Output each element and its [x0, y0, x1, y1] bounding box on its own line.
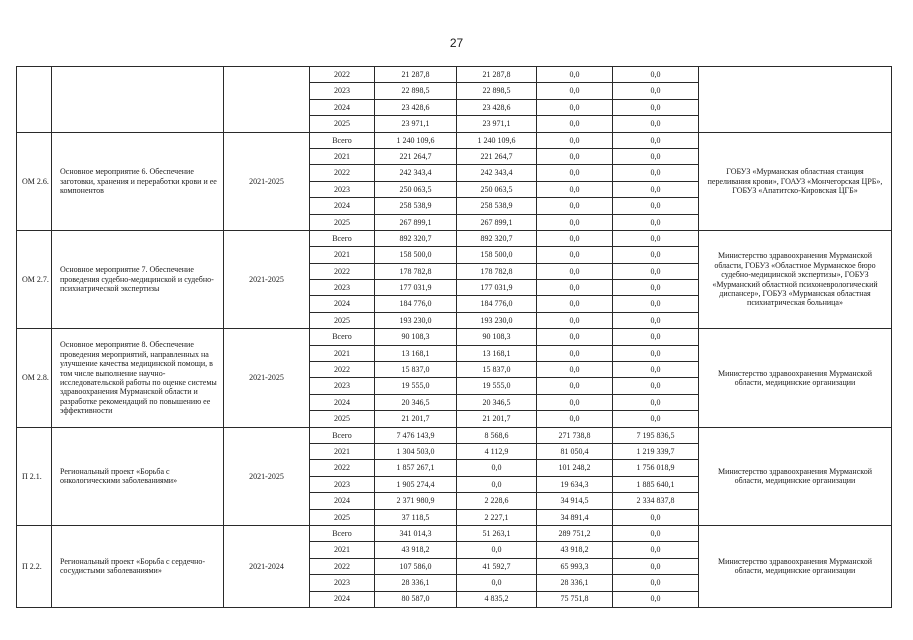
activity-period-cell: 2021-2025 [224, 329, 310, 427]
column-2-amount-cell: 19 634,3 [537, 476, 613, 492]
column-3-amount-cell: 0,0 [613, 148, 699, 164]
total-amount-cell: 80 587,0 [375, 591, 457, 607]
total-amount-cell: 15 837,0 [375, 362, 457, 378]
year-cell: 2023 [310, 575, 375, 591]
table-row [17, 132, 892, 148]
column-1-amount-cell: 892 320,7 [457, 230, 537, 246]
column-1-amount-cell: 41 592,7 [457, 558, 537, 574]
column-1-amount-cell: 21 201,7 [457, 411, 537, 427]
year-cell: 2023 [310, 181, 375, 197]
activity-name-cell: Основное мероприятие 6. Обеспечение заготовки, хранения и переработки крови и ее компонентов [52, 132, 224, 230]
column-1-amount-cell: 267 899,1 [457, 214, 537, 230]
total-amount-cell: 2 371 980,9 [375, 493, 457, 509]
executors-cell: Министерство здравоохранения Мурманской области, медицинские организации [699, 525, 892, 607]
column-3-amount-cell: 2 334 837,8 [613, 493, 699, 509]
column-1-amount-cell: 242 343,4 [457, 165, 537, 181]
column-3-amount-cell: 0,0 [613, 394, 699, 410]
year-cell: Всего [310, 525, 375, 541]
total-amount-cell: 184 776,0 [375, 296, 457, 312]
column-3-amount-cell: 0,0 [613, 230, 699, 246]
column-3-amount-cell: 0,0 [613, 67, 699, 83]
total-amount-cell: 23 971,1 [375, 116, 457, 132]
total-amount-cell: 193 230,0 [375, 312, 457, 328]
column-2-amount-cell: 0,0 [537, 247, 613, 263]
year-cell: 2023 [310, 378, 375, 394]
column-2-amount-cell: 0,0 [537, 378, 613, 394]
year-cell: 2024 [310, 394, 375, 410]
total-amount-cell: 178 782,8 [375, 263, 457, 279]
column-1-amount-cell: 221 264,7 [457, 148, 537, 164]
year-cell: 2024 [310, 198, 375, 214]
year-cell: 2025 [310, 509, 375, 525]
year-cell: 2024 [310, 493, 375, 509]
column-1-amount-cell: 184 776,0 [457, 296, 537, 312]
executors-cell [699, 67, 892, 133]
activity-period-cell: 2021-2024 [224, 525, 310, 607]
column-3-amount-cell: 1 756 018,9 [613, 460, 699, 476]
column-1-amount-cell: 193 230,0 [457, 312, 537, 328]
activity-name-cell: Основное мероприятие 8. Обеспечение проведения мероприятий, направленных на улучшение качества медицинской помощи, в том числе выполнение научно-исследовательской работы по оценке системы здравоохранения Мурманской области и разработке рекомендаций по повышению ее эффективности [52, 329, 224, 427]
activity-name-cell [52, 67, 224, 133]
year-cell: 2022 [310, 263, 375, 279]
total-amount-cell: 892 320,7 [375, 230, 457, 246]
column-1-amount-cell: 51 263,1 [457, 525, 537, 541]
table-row [17, 525, 892, 541]
column-3-amount-cell: 0,0 [613, 181, 699, 197]
year-cell: 2022 [310, 460, 375, 476]
total-amount-cell: 37 118,5 [375, 509, 457, 525]
column-3-amount-cell: 0,0 [613, 542, 699, 558]
total-amount-cell: 90 108,3 [375, 329, 457, 345]
column-3-amount-cell: 0,0 [613, 329, 699, 345]
year-cell: Всего [310, 132, 375, 148]
column-3-amount-cell: 7 195 836,5 [613, 427, 699, 443]
year-cell: 2025 [310, 214, 375, 230]
column-1-amount-cell: 0,0 [457, 476, 537, 492]
total-amount-cell: 28 336,1 [375, 575, 457, 591]
executors-cell: ГОБУЗ «Мурманская областная станция переливания крови», ГОАУЗ «Мончегорская ЦРБ», ГОБУЗ «Апатитско-Кировская ЦГБ» [699, 132, 892, 230]
column-3-amount-cell: 0,0 [613, 411, 699, 427]
column-1-amount-cell: 19 555,0 [457, 378, 537, 394]
total-amount-cell: 1 905 274,4 [375, 476, 457, 492]
activity-code-cell: П 2.1. [17, 427, 52, 525]
total-amount-cell: 21 201,7 [375, 411, 457, 427]
column-2-amount-cell: 0,0 [537, 230, 613, 246]
column-2-amount-cell: 0,0 [537, 99, 613, 115]
column-2-amount-cell: 75 751,8 [537, 591, 613, 607]
column-3-amount-cell: 0,0 [613, 312, 699, 328]
table-row [17, 329, 892, 345]
column-3-amount-cell: 0,0 [613, 214, 699, 230]
total-amount-cell: 250 063,5 [375, 181, 457, 197]
column-2-amount-cell: 0,0 [537, 132, 613, 148]
column-3-amount-cell: 0,0 [613, 345, 699, 361]
year-cell: 2023 [310, 280, 375, 296]
column-2-amount-cell: 0,0 [537, 263, 613, 279]
activity-period-cell [224, 67, 310, 133]
column-1-amount-cell: 2 228,6 [457, 493, 537, 509]
column-3-amount-cell: 0,0 [613, 165, 699, 181]
activity-name-cell: Основное мероприятие 7. Обеспечение проведения судебно-медицинской и судебно-психиатрической экспертизы [52, 230, 224, 328]
table-row [17, 427, 892, 443]
executors-cell: Министерство здравоохранения Мурманской области, медицинские организации [699, 427, 892, 525]
table-row [17, 230, 892, 246]
column-3-amount-cell: 0,0 [613, 280, 699, 296]
year-cell: 2021 [310, 345, 375, 361]
total-amount-cell: 19 555,0 [375, 378, 457, 394]
year-cell: Всего [310, 329, 375, 345]
column-1-amount-cell: 250 063,5 [457, 181, 537, 197]
column-3-amount-cell: 0,0 [613, 591, 699, 607]
column-3-amount-cell: 0,0 [613, 362, 699, 378]
column-3-amount-cell: 0,0 [613, 198, 699, 214]
total-amount-cell: 177 031,9 [375, 280, 457, 296]
column-1-amount-cell: 178 782,8 [457, 263, 537, 279]
column-2-amount-cell: 34 914,5 [537, 493, 613, 509]
total-amount-cell: 1 240 109,6 [375, 132, 457, 148]
activity-period-cell: 2021-2025 [224, 427, 310, 525]
page-number: 27 [449, 36, 464, 50]
budget-table [16, 66, 892, 608]
column-2-amount-cell: 0,0 [537, 116, 613, 132]
column-1-amount-cell: 4 112,9 [457, 443, 537, 459]
column-2-amount-cell: 0,0 [537, 312, 613, 328]
column-1-amount-cell: 13 168,1 [457, 345, 537, 361]
column-2-amount-cell: 34 891,4 [537, 509, 613, 525]
column-2-amount-cell: 0,0 [537, 214, 613, 230]
column-3-amount-cell: 0,0 [613, 247, 699, 263]
total-amount-cell: 107 586,0 [375, 558, 457, 574]
year-cell: 2022 [310, 67, 375, 83]
activity-period-cell: 2021-2025 [224, 132, 310, 230]
total-amount-cell: 13 168,1 [375, 345, 457, 361]
year-cell: 2021 [310, 542, 375, 558]
total-amount-cell: 258 538,9 [375, 198, 457, 214]
column-1-amount-cell: 20 346,5 [457, 394, 537, 410]
activity-code-cell: ОМ 2.8. [17, 329, 52, 427]
column-1-amount-cell: 23 428,6 [457, 99, 537, 115]
column-3-amount-cell: 0,0 [613, 263, 699, 279]
column-1-amount-cell: 4 835,2 [457, 591, 537, 607]
column-3-amount-cell: 0,0 [613, 296, 699, 312]
total-amount-cell: 341 014,3 [375, 525, 457, 541]
column-3-amount-cell: 0,0 [613, 99, 699, 115]
column-2-amount-cell: 271 738,8 [537, 427, 613, 443]
column-3-amount-cell: 0,0 [613, 378, 699, 394]
column-3-amount-cell: 0,0 [613, 525, 699, 541]
total-amount-cell: 1 857 267,1 [375, 460, 457, 476]
year-cell: 2021 [310, 148, 375, 164]
year-cell: 2021 [310, 247, 375, 263]
column-2-amount-cell: 0,0 [537, 411, 613, 427]
column-3-amount-cell: 1 885 640,1 [613, 476, 699, 492]
activity-code-cell [17, 67, 52, 133]
activity-code-cell: ОМ 2.7. [17, 230, 52, 328]
activity-code-cell: П 2.2. [17, 525, 52, 607]
year-cell: 2022 [310, 362, 375, 378]
activity-name-cell: Региональный проект «Борьба с онкологическими заболеваниями» [52, 427, 224, 525]
column-1-amount-cell: 2 227,1 [457, 509, 537, 525]
year-cell: 2024 [310, 296, 375, 312]
column-1-amount-cell: 0,0 [457, 542, 537, 558]
column-3-amount-cell: 0,0 [613, 575, 699, 591]
year-cell: 2022 [310, 165, 375, 181]
column-1-amount-cell: 0,0 [457, 575, 537, 591]
year-cell: 2023 [310, 476, 375, 492]
activity-code-cell: ОМ 2.6. [17, 132, 52, 230]
column-3-amount-cell: 0,0 [613, 132, 699, 148]
column-2-amount-cell: 0,0 [537, 67, 613, 83]
column-1-amount-cell: 23 971,1 [457, 116, 537, 132]
column-1-amount-cell: 0,0 [457, 460, 537, 476]
table-row [17, 67, 892, 83]
column-1-amount-cell: 158 500,0 [457, 247, 537, 263]
total-amount-cell: 267 899,1 [375, 214, 457, 230]
column-2-amount-cell: 0,0 [537, 165, 613, 181]
column-2-amount-cell: 43 918,2 [537, 542, 613, 558]
column-2-amount-cell: 0,0 [537, 345, 613, 361]
year-cell: 2025 [310, 116, 375, 132]
executors-cell: Министерство здравоохранения Мурманской области, ГОБУЗ «Областное Мурманское бюро судебно-медицинской экспертизы», ГОБУЗ «Мурманский областной психоневрологический диспансер», ГОБУЗ «Мурманская областная психиатрическая больница» [699, 230, 892, 328]
total-amount-cell: 221 264,7 [375, 148, 457, 164]
column-1-amount-cell: 21 287,8 [457, 67, 537, 83]
year-cell: Всего [310, 427, 375, 443]
column-2-amount-cell: 101 248,2 [537, 460, 613, 476]
activity-period-cell: 2021-2025 [224, 230, 310, 328]
column-2-amount-cell: 0,0 [537, 148, 613, 164]
column-2-amount-cell: 0,0 [537, 280, 613, 296]
column-2-amount-cell: 0,0 [537, 198, 613, 214]
year-cell: 2025 [310, 411, 375, 427]
column-3-amount-cell: 1 219 339,7 [613, 443, 699, 459]
column-1-amount-cell: 177 031,9 [457, 280, 537, 296]
total-amount-cell: 1 304 503,0 [375, 443, 457, 459]
executors-cell: Министерство здравоохранения Мурманской области, медицинские организации [699, 329, 892, 427]
column-3-amount-cell: 0,0 [613, 509, 699, 525]
year-cell: 2021 [310, 443, 375, 459]
column-1-amount-cell: 22 898,5 [457, 83, 537, 99]
year-cell: 2025 [310, 312, 375, 328]
column-1-amount-cell: 90 108,3 [457, 329, 537, 345]
year-cell: 2023 [310, 83, 375, 99]
column-2-amount-cell: 0,0 [537, 181, 613, 197]
column-1-amount-cell: 15 837,0 [457, 362, 537, 378]
total-amount-cell: 7 476 143,9 [375, 427, 457, 443]
total-amount-cell: 43 918,2 [375, 542, 457, 558]
column-3-amount-cell: 0,0 [613, 558, 699, 574]
column-2-amount-cell: 65 993,3 [537, 558, 613, 574]
year-cell: Всего [310, 230, 375, 246]
total-amount-cell: 21 287,8 [375, 67, 457, 83]
year-cell: 2024 [310, 99, 375, 115]
total-amount-cell: 22 898,5 [375, 83, 457, 99]
column-2-amount-cell: 289 751,2 [537, 525, 613, 541]
column-1-amount-cell: 1 240 109,6 [457, 132, 537, 148]
total-amount-cell: 158 500,0 [375, 247, 457, 263]
column-2-amount-cell: 0,0 [537, 394, 613, 410]
year-cell: 2024 [310, 591, 375, 607]
column-2-amount-cell: 0,0 [537, 329, 613, 345]
column-2-amount-cell: 28 336,1 [537, 575, 613, 591]
column-2-amount-cell: 0,0 [537, 83, 613, 99]
column-2-amount-cell: 0,0 [537, 362, 613, 378]
total-amount-cell: 20 346,5 [375, 394, 457, 410]
activity-name-cell: Региональный проект «Борьба с сердечно-сосудистыми заболеваниями» [52, 525, 224, 607]
total-amount-cell: 242 343,4 [375, 165, 457, 181]
year-cell: 2022 [310, 558, 375, 574]
total-amount-cell: 23 428,6 [375, 99, 457, 115]
column-3-amount-cell: 0,0 [613, 83, 699, 99]
column-2-amount-cell: 81 050,4 [537, 443, 613, 459]
column-1-amount-cell: 8 568,6 [457, 427, 537, 443]
column-2-amount-cell: 0,0 [537, 296, 613, 312]
column-1-amount-cell: 258 538,9 [457, 198, 537, 214]
column-3-amount-cell: 0,0 [613, 116, 699, 132]
